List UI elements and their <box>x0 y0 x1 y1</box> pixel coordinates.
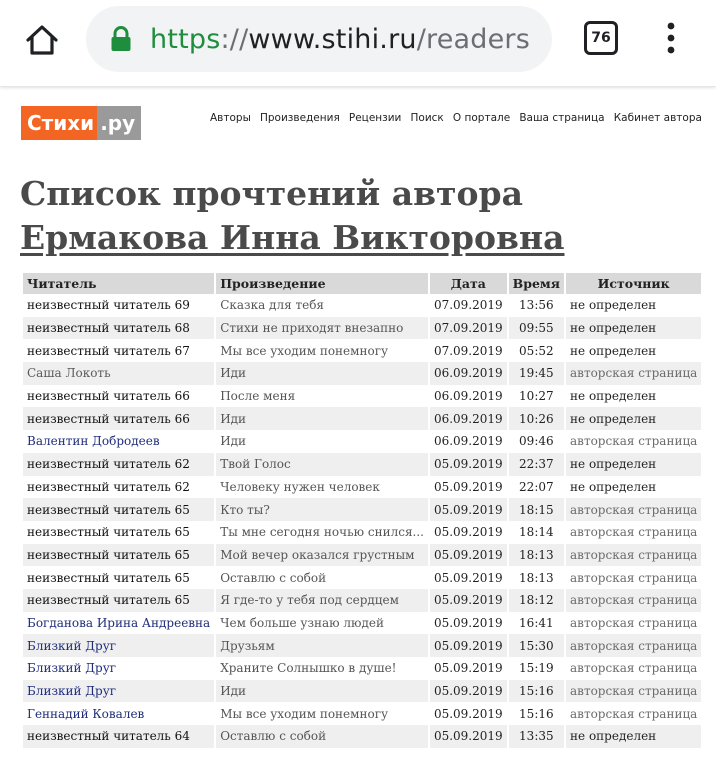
logo-part-ru: .ру <box>97 106 141 140</box>
time-cell: 15:16 <box>509 680 564 703</box>
source-cell: авторская страница <box>566 657 701 680</box>
work-link[interactable]: Храните Солнышко в душе! <box>216 657 428 680</box>
date-cell: 05.09.2019 <box>430 521 507 544</box>
reader-cell[interactable]: Близкий Друг <box>23 680 214 703</box>
nav-authors[interactable]: Авторы <box>210 112 251 124</box>
date-cell: 05.09.2019 <box>430 612 507 635</box>
source-cell: не определен <box>566 385 701 408</box>
date-cell: 07.09.2019 <box>430 294 507 317</box>
time-cell: 09:46 <box>509 430 564 453</box>
time-cell: 18:15 <box>509 498 564 521</box>
time-cell: 18:14 <box>509 521 564 544</box>
work-link[interactable]: Чем больше узнаю людей <box>216 612 428 635</box>
time-cell: 09:55 <box>509 317 564 340</box>
date-cell: 05.09.2019 <box>430 589 507 612</box>
reader-cell[interactable]: Близкий Друг <box>23 634 214 657</box>
time-cell: 18:13 <box>509 544 564 567</box>
source-cell: не определен <box>566 476 701 499</box>
source-cell: не определен <box>566 317 701 340</box>
date-cell: 06.09.2019 <box>430 407 507 430</box>
reader-cell: неизвестный читатель 65 <box>23 498 214 521</box>
address-bar[interactable] <box>86 6 552 72</box>
source-cell: не определен <box>566 294 701 317</box>
work-link[interactable]: Мы все уходим понемногу <box>216 702 428 725</box>
table-row <box>23 680 701 703</box>
time-cell: 15:30 <box>509 634 564 657</box>
date-cell: 06.09.2019 <box>430 430 507 453</box>
time-cell: 16:41 <box>509 612 564 635</box>
table-row <box>23 612 701 635</box>
source-cell: авторская страница <box>566 612 701 635</box>
work-link[interactable]: Твой Голос <box>216 453 428 476</box>
work-link[interactable]: Оставлю с собой <box>216 566 428 589</box>
table-row <box>23 634 701 657</box>
reader-cell: неизвестный читатель 68 <box>23 317 214 340</box>
reader-cell[interactable]: Геннадий Ковалев <box>23 702 214 725</box>
lock-icon <box>110 26 132 52</box>
table-row <box>23 317 701 340</box>
work-link[interactable]: Мой вечер оказался грустным <box>216 544 428 567</box>
time-cell: 15:19 <box>509 657 564 680</box>
work-link[interactable]: После меня <box>216 385 428 408</box>
table-row <box>23 430 701 453</box>
source-cell: авторская страница <box>566 702 701 725</box>
date-cell: 06.09.2019 <box>430 385 507 408</box>
reader-cell[interactable]: Богданова Ирина Андреевна <box>23 612 214 635</box>
table-row <box>23 657 701 680</box>
table-row <box>23 294 701 317</box>
time-cell: 15:16 <box>509 702 564 725</box>
reader-cell[interactable]: Саша Локоть <box>23 362 214 385</box>
time-cell: 19:45 <box>509 362 564 385</box>
table-row <box>23 589 701 612</box>
work-link[interactable]: Иди <box>216 407 428 430</box>
time-cell: 13:35 <box>509 725 564 748</box>
table-row <box>23 566 701 589</box>
site-logo[interactable] <box>21 106 141 140</box>
nav-author-cabinet[interactable]: Кабинет автора <box>613 112 702 124</box>
work-link[interactable]: Ты мне сегодня ночью снился... <box>216 521 428 544</box>
reader-cell: неизвестный читатель 65 <box>23 544 214 567</box>
time-cell: 18:13 <box>509 566 564 589</box>
source-cell: авторская страница <box>566 521 701 544</box>
date-cell: 07.09.2019 <box>430 339 507 362</box>
table-row <box>23 725 701 748</box>
work-link[interactable]: Оставлю с собой <box>216 725 428 748</box>
nav-works[interactable]: Произведения <box>260 112 340 124</box>
nav-reviews[interactable]: Рецензии <box>348 112 402 124</box>
source-cell: авторская страница <box>566 589 701 612</box>
header-time: Время <box>509 273 564 294</box>
tabs-icon[interactable] <box>584 21 618 55</box>
table-row <box>23 498 701 521</box>
table-row <box>23 362 701 385</box>
date-cell: 05.09.2019 <box>430 725 507 748</box>
header-reader: Читатель <box>23 273 214 294</box>
nav-your-page[interactable]: Ваша страница <box>519 112 605 124</box>
header-date: Дата <box>430 273 507 294</box>
work-link[interactable]: Кто ты? <box>216 498 428 521</box>
work-link[interactable]: Иди <box>216 362 428 385</box>
source-cell: авторская страница <box>566 430 701 453</box>
date-cell: 06.09.2019 <box>430 362 507 385</box>
time-cell: 10:26 <box>509 407 564 430</box>
url-scheme: https <box>150 24 221 55</box>
table-row <box>23 385 701 408</box>
header-work: Произведение <box>216 273 428 294</box>
url-separator: :// <box>220 24 249 55</box>
time-cell: 22:37 <box>509 453 564 476</box>
date-cell: 05.09.2019 <box>430 680 507 703</box>
nav-about[interactable]: О портале <box>452 112 511 124</box>
tab-count: 76 <box>591 30 611 46</box>
reader-cell: неизвестный читатель 65 <box>23 521 214 544</box>
source-cell: не определен <box>566 453 701 476</box>
source-cell: не определен <box>566 407 701 430</box>
reader-cell: неизвестный читатель 62 <box>23 476 214 499</box>
author-link[interactable]: Ермакова Инна Викторовна <box>20 218 565 257</box>
table-row <box>23 702 701 725</box>
work-link[interactable]: Мы все уходим понемногу <box>216 339 428 362</box>
time-cell: 10:27 <box>509 385 564 408</box>
work-link[interactable]: Иди <box>216 430 428 453</box>
reader-cell: неизвестный читатель 66 <box>23 385 214 408</box>
home-icon[interactable] <box>22 20 62 60</box>
table-row <box>23 476 701 499</box>
source-cell: авторская страница <box>566 634 701 657</box>
time-cell: 05:52 <box>509 339 564 362</box>
table-row <box>23 453 701 476</box>
work-link[interactable]: Сказка для тебя <box>216 294 428 317</box>
header-source: Источник <box>566 273 701 294</box>
work-link[interactable]: Друзьям <box>216 634 428 657</box>
page-title-line: Список прочтений автора <box>20 174 523 213</box>
source-cell: авторская страница <box>566 498 701 521</box>
date-cell: 05.09.2019 <box>430 498 507 521</box>
time-cell: 13:56 <box>509 294 564 317</box>
menu-icon[interactable] <box>660 18 682 58</box>
readers-table <box>21 273 703 748</box>
source-cell: авторская страница <box>566 566 701 589</box>
table-row <box>23 544 701 567</box>
reader-cell: неизвестный читатель 64 <box>23 725 214 748</box>
reader-cell: неизвестный читатель 66 <box>23 407 214 430</box>
work-link[interactable]: Человеку нужен человек <box>216 476 428 499</box>
reader-cell[interactable]: Валентин Добродеев <box>23 430 214 453</box>
date-cell: 05.09.2019 <box>430 634 507 657</box>
table-row <box>23 521 701 544</box>
page-title <box>20 172 700 260</box>
date-cell: 05.09.2019 <box>430 702 507 725</box>
reader-cell: неизвестный читатель 67 <box>23 339 214 362</box>
table-row <box>23 339 701 362</box>
source-cell: авторская страница <box>566 680 701 703</box>
time-cell: 22:07 <box>509 476 564 499</box>
date-cell: 05.09.2019 <box>430 476 507 499</box>
time-cell: 18:12 <box>509 589 564 612</box>
date-cell: 07.09.2019 <box>430 317 507 340</box>
work-link[interactable]: Стихи не приходят внезапно <box>216 317 428 340</box>
work-link[interactable]: Иди <box>216 680 428 703</box>
date-cell: 05.09.2019 <box>430 544 507 567</box>
date-cell: 05.09.2019 <box>430 657 507 680</box>
url-text[interactable] <box>150 20 538 60</box>
reader-cell: неизвестный читатель 69 <box>23 294 214 317</box>
site-nav <box>210 112 702 130</box>
reader-cell[interactable]: Близкий Друг <box>23 657 214 680</box>
source-cell: авторская страница <box>566 544 701 567</box>
source-cell: не определен <box>566 725 701 748</box>
reader-cell: неизвестный читатель 65 <box>23 589 214 612</box>
source-cell: не определен <box>566 339 701 362</box>
date-cell: 05.09.2019 <box>430 566 507 589</box>
date-cell: 05.09.2019 <box>430 453 507 476</box>
nav-search[interactable]: Поиск <box>410 112 444 124</box>
reader-cell: неизвестный читатель 62 <box>23 453 214 476</box>
table-header-row <box>23 273 701 294</box>
url-path: /readers <box>416 24 530 55</box>
table-row <box>23 407 701 430</box>
logo-part-stihi: Стихи <box>21 106 97 140</box>
browser-toolbar <box>0 0 716 87</box>
work-link[interactable]: Я где-то у тебя под сердцем <box>216 589 428 612</box>
source-cell: авторская страница <box>566 362 701 385</box>
url-host: www.stihi.ru <box>248 24 417 55</box>
reader-cell: неизвестный читатель 65 <box>23 566 214 589</box>
